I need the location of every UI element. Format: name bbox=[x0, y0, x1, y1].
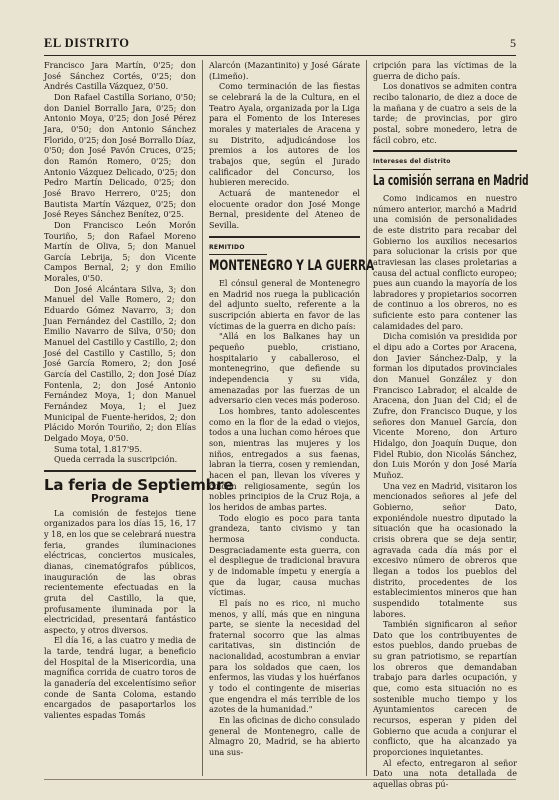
article-paragraph: "Allá en los Balkanes hay un pequeño pueblo, cristiano, hospitalario y caballeroso, el montenegrino, que defiende su independencia y su vida, amenazadas por las fuerzas de un adversario cien veces más poderoso. bbox=[209, 331, 360, 406]
article-paragraph: cripción para las víctimas de la guerra de dicho país. bbox=[373, 60, 517, 81]
subscription-list: Don Francisco León Morón Touriño, 5; don Rafael Moreno Martín de Oliva, 5; don Manuel García Lebrija, 5; don Vicente Campos Bernal, 2; y don Emilio Morales, 0'50. bbox=[44, 219, 196, 284]
article-paragraph: Los donativos se admiten contra recibo talonario, de diez a doce de la mañana y de cuatro a seis de la tarde; de provincias, por giro postal, sobre monedero, letra de fácil cobro, etc. bbox=[373, 81, 517, 145]
column-divider bbox=[366, 60, 367, 776]
article-paragraph: Actuará de mantenedor el elocuente orador don José Monge Bernal, presidente del Ateneo de Sevilla. bbox=[209, 187, 360, 230]
article-paragraph: El día 16, a las cuatro y media de la tarde, tendrá lugar, a beneficio del Hospital de la Misericordia, una magnífica corrida de cuatro toros de la ganadería del excelentísimo señor conde de Santa Coloma, estando encargados de pasaportarlos los valientes espadas Tomás bbox=[44, 635, 196, 721]
article-paragraph: El cónsul general de Montenegro en Madrid nos ruega la publicación del adjunto suelto, referente a la suscripción abierta en favor de las víctimas de la guerra en dicho país: bbox=[209, 278, 360, 331]
article-paragraph: Como indicamos en nuestro número anterior, marchó a Madrid una comisión de personalidades de este distrito para recabar del Gobierno los auxilios necesarios para solucionar la crisis por que atraviesan las clases proletarias a causa del actual conflicto europeo; pues aun cuando la mayoría de los labradores y propietarios socorren de continuo a los obreros, no es suficiente esto para contener las calamidades del paro. bbox=[373, 192, 517, 331]
article-paragraph: Una vez en Madrid, visitaron los mencionados señores al jefe del Gobierno, señor Dato, exponiéndole nuestro diputado la situación que ha ocasionado la crisis obrera que se deja sentir, agravada cada día más por el excesivo número de obreros que llegan a todos los pueblos del distrito, procedentes de los establecimientos mineros que han suspendido totalmente sus labores. bbox=[373, 480, 517, 619]
kicker-rule bbox=[209, 254, 267, 255]
subscription-list: Don José Alcántara Silva, 3; don Manuel del Valle Romero, 2; don Eduardo Gómez Navarro, 3; don Juan Fernández del Castillo, 2; don Emilio Navarro de Silva, 0'50; don Manuel del Castillo y Castillo, 2; don José del Castillo y Castillo, 5; don José García Romero, 2; don José García del Castillo, 2; don José Díaz Fontenla, 2; don José Antonio Fernández Moya, 1; don Manuel Fernández Moya, 1; el Juez Municipal de Fuente-heridos, 2; don Plácido Morón Touriño, 2; don Elías Delgado Moya, 0'50. bbox=[44, 283, 196, 443]
article-paragraph: Alarcón (Mazantinito) y José Gárate (Limeño). bbox=[209, 60, 360, 81]
page-number: 5 bbox=[510, 36, 516, 50]
section-rule bbox=[44, 470, 196, 472]
header-rule bbox=[44, 55, 516, 56]
masthead: EL DISTRITO bbox=[44, 36, 130, 50]
kicker-rule bbox=[373, 169, 431, 170]
comision-headline: La comisión serrana en Madrid bbox=[373, 172, 529, 189]
article-paragraph: Al efecto, entregaron al señor Dato una nota detallada de aquellas obras pú- bbox=[373, 757, 517, 789]
article-paragraph: Los hombres, tanto adolescentes como en la flor de la edad o viejos, todos a una luchan como héroes que son, mientras las mujeres y los niños, entregados a sus faenas, labran la tierra, cosen y remiendan, hacen el pan, llevan los víveres y cuidan religiosamente, según los nobles principios de la Cruz Roja, a los heridos de ambas partes. bbox=[209, 406, 360, 512]
subscription-total: Suma total, 1.817'95. bbox=[54, 443, 143, 454]
article-paragraph: Como terminación de las fiestas se celebrará la de la Cultura, en el Teatro Ayala, organizada por la Liga para el Fomento de los Intereses morales y materiales de Aracena y su Distrito, adjudicándose los premios a los autores de los trabajos que, según el Jurado calificador del Concurso, los hubieren merecido. bbox=[209, 81, 360, 188]
article-paragraph: La comisión de festejos tiene organizados para los días 15, 16, 17 y 18, en los que se celebrará nuestra feria, grandes iluminaciones eléctricas, conciertos musicales, dianas, cinematógrafos públicos, inauguración de las obras recientemente efectuadas en la gruta del Castillo, la que, profusamente iluminada por la electricidad, presentará fantástico aspecto, y otros diversos. bbox=[44, 507, 196, 635]
column-2 bbox=[209, 60, 375, 758]
article-paragraph: En las oficinas de dicho consulado general de Montenegro, calle de Almagro 20, Madrid, se ha abierto una sus- bbox=[209, 715, 360, 758]
montenegro-headline: MONTENEGRO Y LA GUERRA bbox=[209, 258, 375, 275]
article-paragraph: También significaron al señor Dato que los contribuyentes de estos pueblos, dando pruebas de su gran patriotismo, se repartían los obreros que demandaban trabajo para darles ocupación, y que, como esta situación no es sostenible mucho tiempo y los Ayuntamientos carecen de recursos, esperan y piden del Gobierno que acuda a conjurar el conflicto, que ha alcanzado ya proporciones inquietantes. bbox=[373, 619, 517, 758]
column-3 bbox=[373, 60, 529, 790]
article-paragraph: Todo elogio es poco para tanta grandeza, tanto civismo y tan hermosa conducta. Desgraciadamente esta guerra, con el despliegue de tradicional bravura y de indomable ímpetu y energía a que da lugar, causa muchas víctimas. bbox=[209, 512, 360, 598]
article-paragraph: El país no es rico, ni mucho menos, y allí, más que en ninguna parte, se siente la necesidad del fraternal socorro que las almas caritativas, sin distinción de nacionalidad, acostumbran a enviar para los soldados que caen, los enfermos, las viudas y los huérfanos y todo el contingente de miserias que engendra el más terrible de los azotes de la humanidad." bbox=[209, 597, 360, 715]
column-divider bbox=[202, 60, 203, 776]
subscription-closing: Queda cerrada la suscripción. bbox=[54, 454, 178, 465]
section-rule bbox=[373, 150, 517, 152]
feria-headline: La feria de Septiembre bbox=[44, 475, 234, 494]
section-kicker: Intereses del distrito bbox=[373, 158, 451, 166]
feria-subheadline: Programa bbox=[91, 492, 149, 505]
section-rule bbox=[209, 236, 360, 238]
footer-rule bbox=[44, 779, 516, 780]
section-kicker: REMITIDO bbox=[209, 243, 245, 251]
page-header bbox=[44, 34, 516, 54]
subscription-list: Don Rafael Castilla Soriano, 0'50; don Daniel Borrallo Jara, 0'25; don Antonio Moya, 0'25; don José Pérez Jara, 0'50; don Antonio Sánchez Florido, 0'25; don José Borrallo Díaz, 0'50; don José Pavón Cruces, 0'25; don Ramón Romero, 0'25; don Antonio Vázquez Delicado, 0'25; don Pedro Martín Delicado, 0'25; don José Bravo Herrero, 0'25; don Bautista Martín Vázquez, 0'25; don José Reyes Sánchez Benítez, 0'25. bbox=[44, 91, 196, 220]
subscription-list: Francisco Jara Martín, 0'25; don José Sánchez Cortés, 0'25; don Andrés Castilla Vázquez, 0'50. bbox=[44, 60, 196, 92]
article-paragraph: Dicha comisión va presidida por el dipu ado a Cortes por Aracena, don Javier Sánchez-Dalp, y la forman los diputados provinciales don Manuel González y don Francisco Labrador, el alcalde de Aracena, don Juan del Cid; el de Zufre, don Francisco Duque, y los señores don Manuel García, don Vicente Moreno, don Arturo Hidalgo, don Joaquín Duque, don Fidel Rubio, don Nicolás Sánchez, don Luis Morón y don José María Muñoz. bbox=[373, 331, 517, 480]
